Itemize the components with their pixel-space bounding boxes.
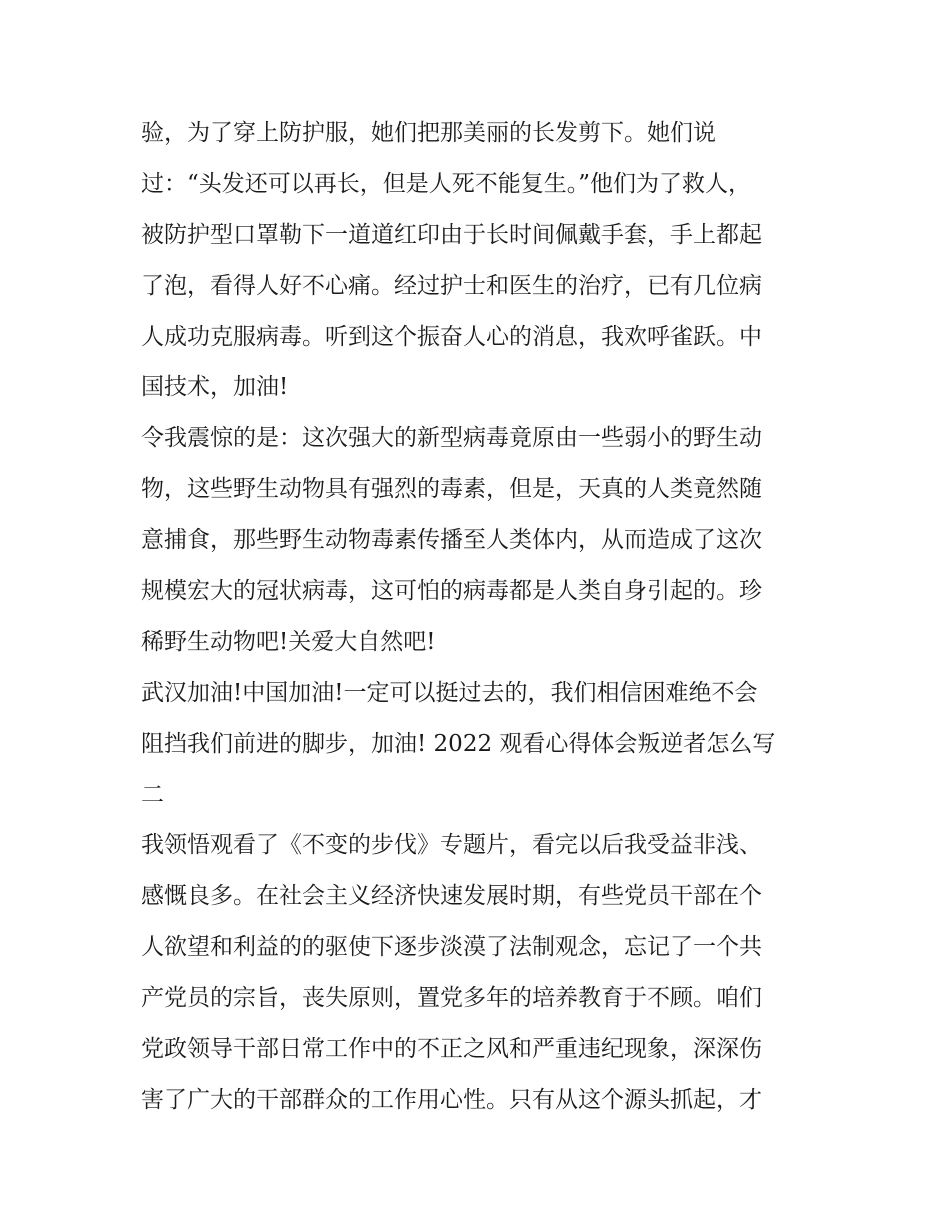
text-line: 人欲望和利益的的驱使下逐步淡漠了法制观念，忘记了一个共 bbox=[141, 934, 762, 961]
text-line: 过：“头发还可以再长，但是人死不能复生。”他们为了救人， bbox=[141, 170, 752, 197]
text-line: 二 bbox=[141, 781, 164, 808]
text-line: 令我震惊的是：这次强大的新型病毒竟原由一些弱小的野生动 bbox=[141, 425, 762, 452]
text-line: 国技术，加油! bbox=[141, 374, 289, 401]
text-line: 规模宏大的冠状病毒，这可怕的病毒都是人类自身引起的。珍 bbox=[141, 578, 762, 605]
document-body bbox=[141, 108, 831, 1126]
text-line: 武汉加油!中国加油!一定可以挺过去的，我们相信困难绝不会 bbox=[141, 679, 758, 706]
text-line: 党政领导干部日常工作中的不正之风和严重违纪现象，深深伤 bbox=[141, 1036, 762, 1063]
text-line: 验，为了穿上防护服，她们把那美丽的长发剪下。她们说 bbox=[141, 120, 716, 146]
text-line: 害了广大的干部群众的工作用心性。只有从这个源头抓起，才 bbox=[141, 1086, 762, 1113]
text-line: 产党员的宗旨，丧失原则，置党多年的培养教育于不顾。咱们 bbox=[141, 985, 762, 1012]
text-line: 被防护型口罩勒下一道道红印由于长时间佩戴手套，手上都起 bbox=[141, 221, 762, 248]
text-line: 人成功克服病毒。听到这个振奋人心的消息，我欢呼雀跃。中 bbox=[141, 323, 762, 350]
text-line: 感慨良多。在社会主义经济快速发展时期，有些党员干部在个 bbox=[141, 883, 762, 910]
text-line: 物，这些野生动物具有强烈的毒素，但是，天真的人类竟然随 bbox=[141, 476, 762, 503]
text-line: 稀野生动物吧!关爱大自然吧! bbox=[141, 628, 436, 655]
text-line: 我领悟观看了《不变的步伐》专题片，看完以后我受益非浅、 bbox=[141, 832, 762, 859]
text-line: 了泡，看得人好不心痛。经过护士和医生的治疗，已有几位病 bbox=[141, 272, 762, 299]
text-line: 意捕食，那些野生动物毒素传播至人类体内，从而造成了这次 bbox=[141, 527, 762, 554]
text-line: 阻挡我们前进的脚步，加油! 2022 观看心得体会叛逆者怎么写 bbox=[141, 730, 776, 757]
